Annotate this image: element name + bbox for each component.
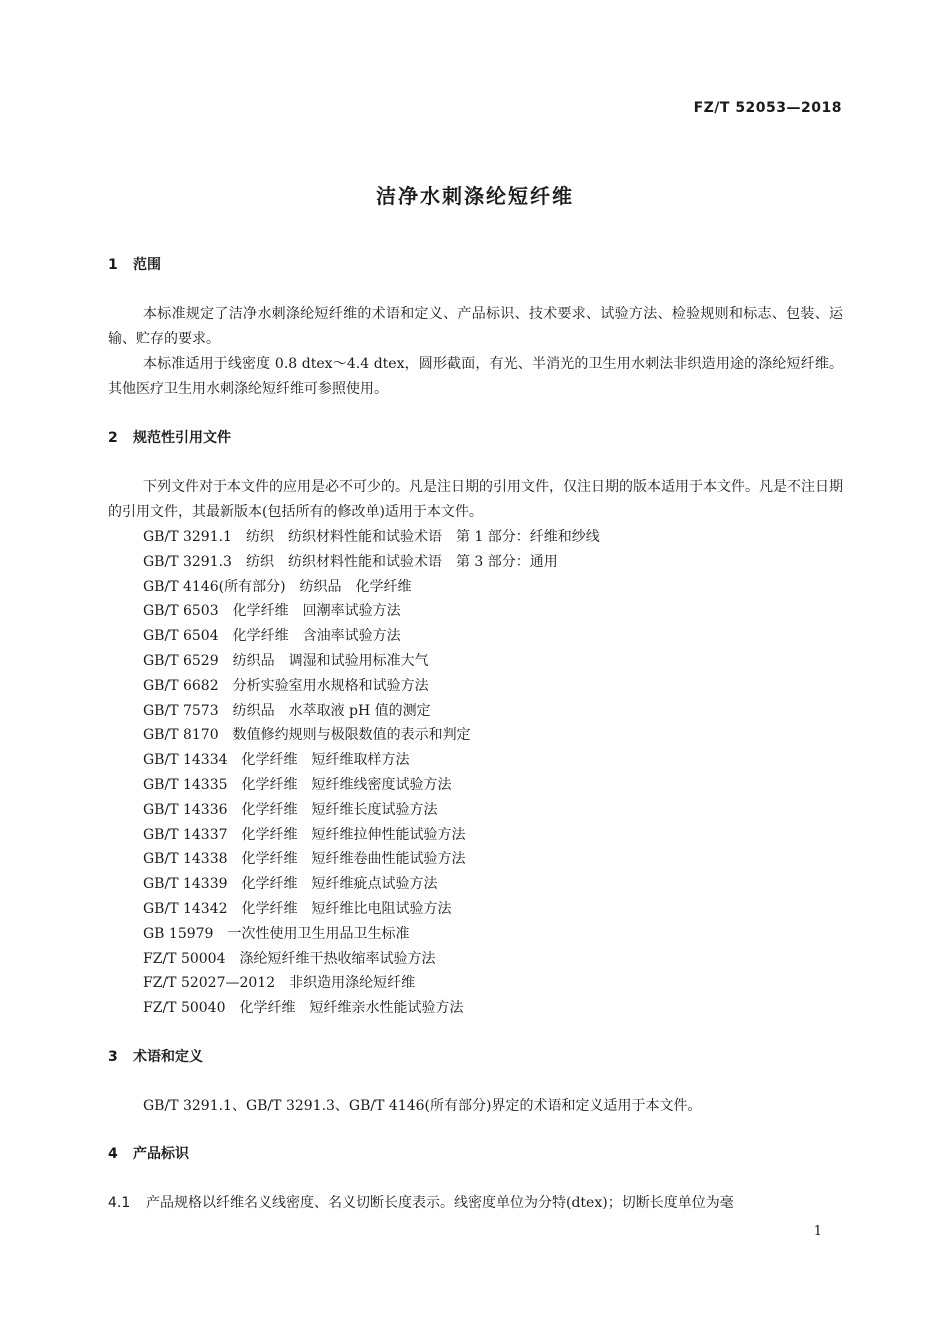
reference-code: GB/T 6529	[143, 652, 219, 669]
reference-item	[108, 847, 843, 872]
section-heading-normative-references	[108, 427, 843, 449]
section-title: 规范性引用文件	[133, 430, 231, 446]
reference-item	[108, 971, 843, 996]
reference-code: GB/T 3291.3	[143, 553, 232, 570]
section-title: 产品标识	[133, 1145, 189, 1162]
reference-title: 分析实验室用水规格和试验方法	[232, 677, 429, 694]
reference-code: GB/T 14338	[143, 851, 228, 868]
section-number: 3	[108, 1048, 118, 1065]
reference-item	[108, 525, 843, 550]
reference-code: FZ/T 52027—2012	[143, 975, 276, 992]
section-title: 范围	[133, 257, 161, 273]
reference-title: 化学纤维 短纤维取样方法	[241, 752, 410, 769]
reference-title: 纺织品 调湿和试验用标准大气	[232, 652, 429, 669]
section-number: 4	[108, 1145, 118, 1162]
reference-item	[108, 773, 843, 798]
reference-item	[108, 823, 843, 848]
reference-item	[108, 575, 843, 600]
reference-code: GB/T 14335	[143, 776, 228, 793]
reference-title: 数值修约规则与极限数值的表示和判定	[232, 727, 471, 744]
section-title: 术语和定义	[133, 1048, 203, 1065]
reference-item	[108, 798, 843, 823]
reference-code: GB/T 7573	[143, 702, 219, 719]
reference-item	[108, 922, 843, 947]
reference-title: 非织造用涤纶短纤维	[289, 975, 416, 992]
reference-title: 化学纤维 短纤维拉伸性能试验方法	[241, 826, 466, 843]
section-heading-scope	[108, 254, 843, 276]
reference-item	[108, 699, 843, 724]
reference-title: 纺织 纺织材料性能和试验术语 第 1 部分：纤维和纱线	[245, 529, 600, 545]
clause-text: 产品规格以纤维名义线密度、名义切断长度表示。线密度单位为分特(dtex)；切断长度单位为毫	[146, 1194, 734, 1211]
reference-code: GB/T 14339	[143, 876, 228, 893]
standard-code: FZ/T 52053—2018	[693, 100, 842, 116]
references-intro: 下列文件对于本文件的应用是必不可少的。凡是注日期的引用文件，仅注日期的版本适用于本文件。凡是不注日期的引用文件，其最新版本(包括所有的修改单)适用于本文件。	[108, 479, 843, 520]
reference-code: GB/T 14342	[143, 900, 228, 917]
section-number: 2	[108, 430, 118, 446]
reference-code: FZ/T 50004	[143, 950, 226, 967]
reference-item	[108, 996, 843, 1021]
reference-item	[108, 550, 843, 575]
reference-item	[108, 599, 843, 624]
reference-item	[108, 649, 843, 674]
reference-item	[108, 897, 843, 922]
reference-list	[108, 525, 843, 1021]
reference-title: 化学纤维 含油率试验方法	[232, 628, 401, 645]
reference-title: 涤纶短纤维干热收缩率试验方法	[239, 950, 436, 967]
clause-4-1	[108, 1191, 843, 1216]
section-heading-terms	[108, 1046, 843, 1068]
reference-title: 纺织品 水萃取液 pH 值的测定	[232, 702, 431, 719]
reference-item	[108, 624, 843, 649]
scope-paragraph: 本标准适用于线密度 0.8 dtex～4.4 dtex，圆形截面，有光、半消光的卫生用水刺法非织造用途的涤纶短纤维。其他医疗卫生用水刺涤纶短纤维可参照使用。	[108, 356, 843, 397]
clause-number: 4.1	[108, 1194, 131, 1211]
reference-title: 一次性使用卫生用品卫生标准	[227, 925, 410, 942]
reference-item	[108, 748, 843, 773]
reference-title: 化学纤维 短纤维比电阻试验方法	[241, 900, 452, 917]
reference-title: 化学纤维 短纤维线密度试验方法	[241, 776, 452, 793]
reference-title: 化学纤维 回潮率试验方法	[232, 603, 401, 620]
terms-paragraph: GB/T 3291.1、GB/T 3291.3、GB/T 4146(所有部分)界定的术语和定义适用于本文件。	[143, 1097, 702, 1114]
reference-item	[108, 872, 843, 897]
reference-code: GB/T 3291.1	[143, 529, 232, 545]
reference-code: FZ/T 50040	[143, 1000, 226, 1017]
reference-title: 化学纤维 短纤维卷曲性能试验方法	[241, 851, 466, 868]
page-number: 1	[813, 1224, 822, 1239]
scope-paragraph: 本标准规定了洁净水刺涤纶短纤维的术语和定义、产品标识、技术要求、试验方法、检验规则和标志、包装、运输、贮存的要求。	[108, 306, 843, 347]
reference-title: 化学纤维 短纤维疵点试验方法	[241, 876, 438, 893]
reference-item	[108, 674, 843, 699]
reference-code: GB/T 4146(所有部分)	[143, 578, 286, 595]
document-body	[108, 254, 843, 1216]
reference-title: 纺织 纺织材料性能和试验术语 第 3 部分：通用	[245, 553, 558, 570]
reference-code: GB 15979	[143, 925, 214, 942]
section-heading-product-identification	[108, 1143, 843, 1165]
reference-title: 化学纤维 短纤维长度试验方法	[241, 801, 438, 818]
section-number: 1	[108, 257, 118, 273]
reference-item	[108, 723, 843, 748]
reference-code: GB/T 14334	[143, 752, 228, 769]
reference-code: GB/T 8170	[143, 727, 219, 744]
reference-item	[108, 947, 843, 972]
reference-code: GB/T 14337	[143, 826, 228, 843]
reference-code: GB/T 6682	[143, 677, 219, 694]
reference-title: 化学纤维 短纤维亲水性能试验方法	[239, 1000, 464, 1017]
reference-code: GB/T 6504	[143, 628, 219, 645]
reference-code: GB/T 6503	[143, 603, 219, 620]
document-title: 洁净水刺涤纶短纤维	[376, 184, 574, 208]
reference-code: GB/T 14336	[143, 801, 228, 818]
reference-title: 纺织品 化学纤维	[299, 578, 412, 595]
